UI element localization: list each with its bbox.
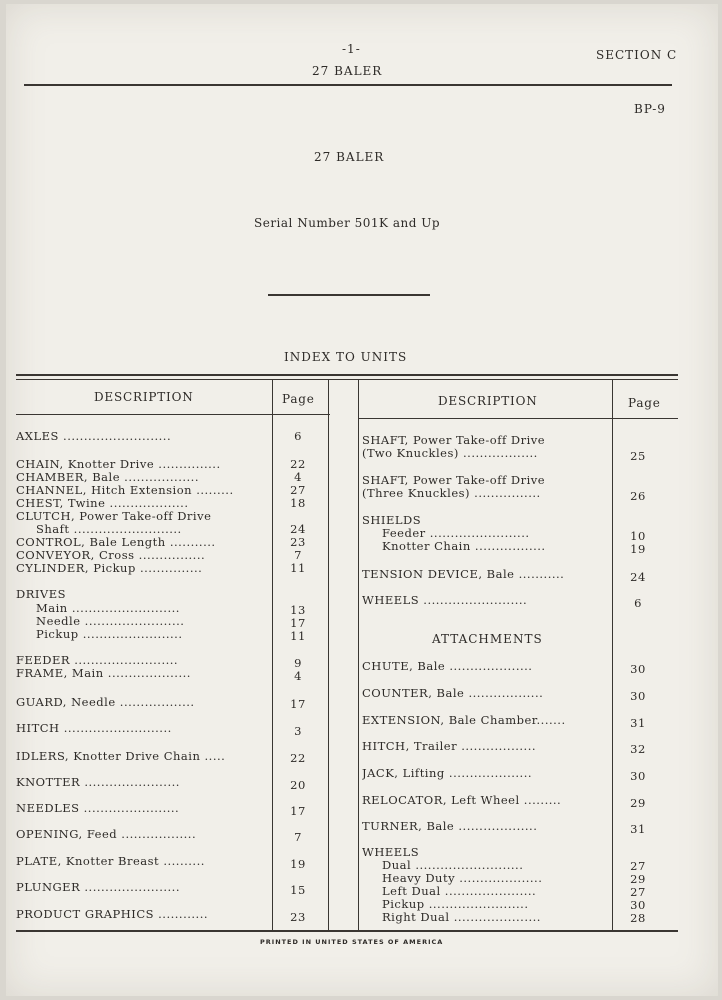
index-entry: SHIELDS — [362, 514, 422, 527]
index-entry: JACK, Lifting .................... — [362, 767, 533, 780]
index-entry: Feeder ........................ — [382, 527, 530, 540]
index-entry: OPENING, Feed .................. — [16, 828, 197, 841]
index-entry: CYLINDER, Pickup ............... — [16, 562, 203, 575]
index-entry: Shaft .......................... — [36, 523, 182, 536]
index-entry-page: 27 — [630, 885, 646, 899]
attachments-heading: ATTACHMENTS — [432, 632, 543, 646]
index-entry-page: 30 — [630, 689, 646, 703]
index-entry-page: 17 — [290, 804, 306, 818]
table-middle-divider — [358, 380, 359, 930]
index-entry: Left Dual ...................... — [382, 885, 537, 898]
index-entry-page: 7 — [294, 830, 302, 844]
index-entry: PLUNGER ....................... — [16, 881, 180, 894]
index-entry: Pickup ........................ — [382, 898, 529, 911]
index-entry-page: 19 — [290, 857, 306, 871]
table-left-header-rule — [16, 414, 330, 415]
index-entry: CHEST, Twine ................... — [16, 497, 189, 510]
header-code: BP-9 — [634, 102, 666, 116]
index-entry-page: 29 — [630, 872, 646, 886]
index-entry-page: 22 — [290, 457, 306, 471]
left-description-header: DESCRIPTION — [94, 390, 194, 404]
index-entry: AXLES .......................... — [16, 430, 172, 443]
index-entry-page: 17 — [290, 616, 306, 630]
left-page-header: Page — [282, 392, 315, 406]
header-page-number: -1- — [342, 42, 361, 56]
header-rule — [24, 84, 672, 86]
index-entry-page: 24 — [630, 570, 646, 584]
index-entry-page: 27 — [290, 483, 306, 497]
index-title: INDEX TO UNITS — [284, 350, 408, 364]
index-entry-page: 29 — [630, 796, 646, 810]
index-entry-page: 4 — [294, 669, 302, 683]
index-entry: FRAME, Main .................... — [16, 667, 191, 680]
index-entry: CONTROL, Bale Length ........... — [16, 536, 216, 549]
index-entry: CHAIN, Knotter Drive ............... — [16, 458, 221, 471]
index-entry: COUNTER, Bale .................. — [362, 687, 544, 700]
index-entry: Needle ........................ — [36, 615, 185, 628]
index-entry: CHANNEL, Hitch Extension ......... — [16, 484, 234, 497]
index-entry-page: 6 — [294, 429, 302, 443]
index-entry: Dual .......................... — [382, 859, 524, 872]
index-entry-page: 28 — [630, 911, 646, 925]
index-entry-page: 25 — [630, 449, 646, 463]
index-entry: Right Dual ..................... — [382, 911, 541, 924]
index-entry-page: 30 — [630, 769, 646, 783]
index-entry-page: 30 — [630, 898, 646, 912]
index-entry: PLATE, Knotter Breast .......... — [16, 855, 205, 868]
index-entry: TURNER, Bale ................... — [362, 820, 538, 833]
document-title: 27 BALER — [314, 150, 385, 164]
table-bottom-rule — [16, 930, 678, 932]
table-left-page-divider — [272, 380, 273, 930]
serial-number: Serial Number 501K and Up — [254, 216, 441, 230]
index-entry: Knotter Chain ................. — [382, 540, 546, 553]
index-entry-page: 20 — [290, 778, 306, 792]
index-entry-page: 3 — [294, 724, 302, 738]
index-entry-page: 4 — [294, 470, 302, 484]
index-entry: FEEDER ......................... — [16, 654, 179, 667]
table-left-col-end — [328, 380, 329, 930]
index-entry-page: 22 — [290, 751, 306, 765]
index-entry-page: 6 — [634, 596, 642, 610]
header-title: 27 BALER — [312, 64, 383, 78]
index-entry-page: 17 — [290, 697, 306, 711]
index-entry: CONVEYOR, Cross ................ — [16, 549, 206, 562]
index-entry-page: 9 — [294, 656, 302, 670]
index-entry: SHAFT, Power Take-off Drive — [362, 434, 546, 447]
index-entry: TENSION DEVICE, Bale ........... — [362, 568, 565, 581]
index-entry: RELOCATOR, Left Wheel ......... — [362, 794, 562, 807]
index-entry-page: 18 — [290, 496, 306, 510]
index-entry: Pickup ........................ — [36, 628, 183, 641]
right-description-header: DESCRIPTION — [438, 394, 538, 408]
document-page — [6, 4, 718, 996]
header-section: SECTION C — [596, 48, 678, 62]
table-top-rule — [16, 374, 678, 376]
index-entry-page: 15 — [290, 883, 306, 897]
index-entry-page: 19 — [630, 542, 646, 556]
index-entry: CLUTCH, Power Take-off Drive — [16, 510, 212, 523]
index-entry: Main .......................... — [36, 602, 180, 615]
index-entry-page: 23 — [290, 910, 306, 924]
index-entry: (Three Knuckles) ................ — [362, 487, 541, 500]
index-entry-page: 11 — [290, 629, 306, 643]
index-entry: HITCH, Trailer .................. — [362, 740, 537, 753]
index-entry-page: 13 — [290, 603, 306, 617]
index-entry: SHAFT, Power Take-off Drive — [362, 474, 546, 487]
index-entry: Heavy Duty .................... — [382, 872, 543, 885]
index-entry: (Two Knuckles) .................. — [362, 447, 538, 460]
table-right-header-rule — [358, 418, 678, 419]
index-entry-page: 31 — [630, 716, 646, 730]
index-entry: WHEELS — [362, 846, 420, 859]
index-entry-page: 11 — [290, 561, 306, 575]
index-entry-page: 24 — [290, 522, 306, 536]
index-entry-page: 26 — [630, 489, 646, 503]
index-entry: DRIVES — [16, 588, 66, 601]
index-entry-page: 27 — [630, 859, 646, 873]
index-entry-page: 32 — [630, 742, 646, 756]
printed-in-footer: PRINTED IN UNITED STATES OF AMERICA — [260, 938, 444, 946]
right-page-header: Page — [628, 396, 661, 410]
index-entry: PRODUCT GRAPHICS ............ — [16, 908, 209, 921]
table-right-page-divider — [612, 380, 613, 930]
index-entry-page: 7 — [294, 548, 302, 562]
index-entry: CHAMBER, Bale .................. — [16, 471, 199, 484]
index-entry: IDLERS, Knotter Drive Chain ..... — [16, 750, 226, 763]
index-entry-page: 10 — [630, 529, 646, 543]
index-entry-page: 31 — [630, 822, 646, 836]
index-entry-page: 23 — [290, 535, 306, 549]
index-entry: GUARD, Needle .................. — [16, 696, 195, 709]
index-entry: KNOTTER ....................... — [16, 776, 180, 789]
table-top-rule-2 — [16, 379, 678, 380]
index-entry: CHUTE, Bale .................... — [362, 660, 533, 673]
separator-rule — [268, 294, 430, 296]
index-entry: EXTENSION, Bale Chamber....... — [362, 714, 566, 727]
index-entry: HITCH .......................... — [16, 722, 172, 735]
index-entry: WHEELS ......................... — [362, 594, 528, 607]
index-entry: NEEDLES ....................... — [16, 802, 180, 815]
index-entry-page: 30 — [630, 662, 646, 676]
